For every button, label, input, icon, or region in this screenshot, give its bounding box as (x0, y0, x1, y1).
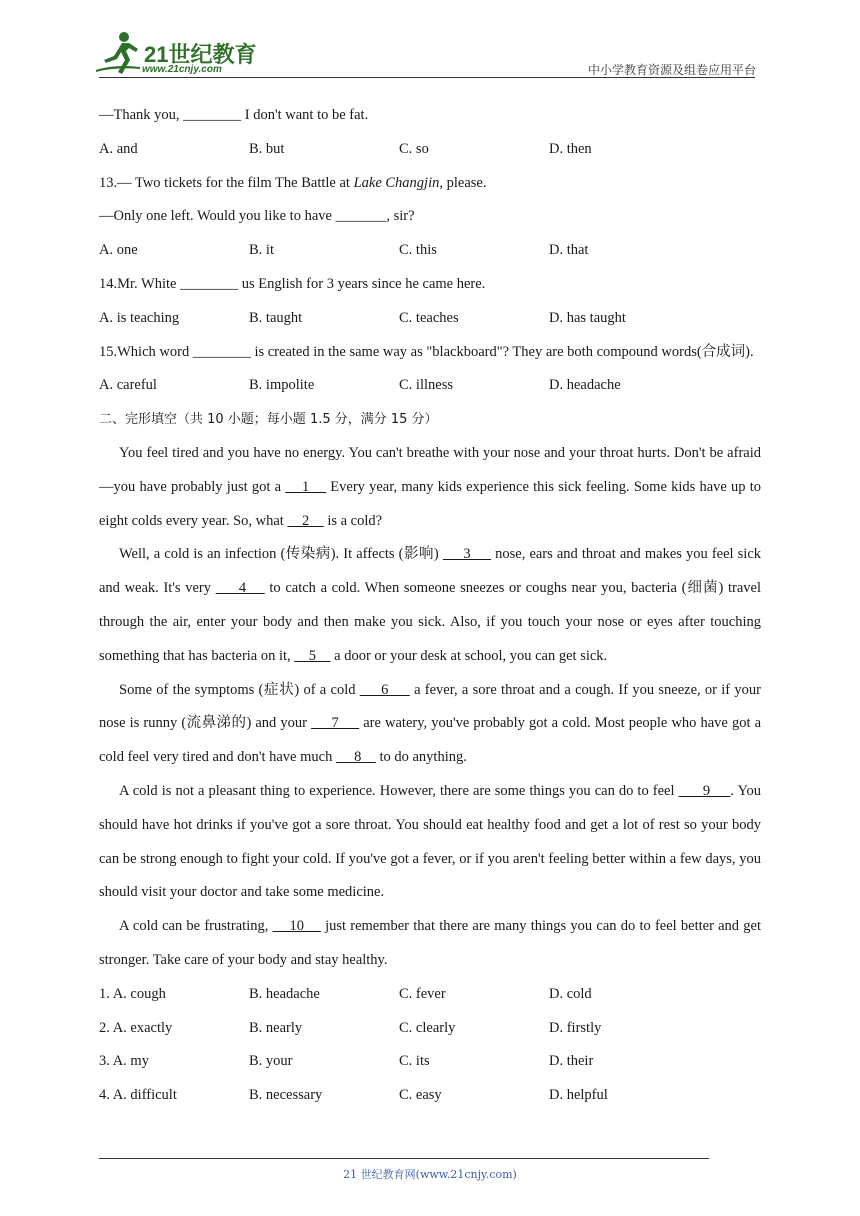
text-run: You feel tired and you have no energy. You can't breathe with your nose and your throat hurts. Don't be afraid—you have probably just got a (99, 444, 761, 495)
option: C. so (399, 140, 429, 157)
passage-paragraph-4 (99, 775, 761, 910)
option: C. this (399, 242, 437, 259)
page-footer: 21 世纪教育网(www.21cnjy.com) (343, 1168, 517, 1181)
blank-6: 6 (359, 681, 410, 698)
q14-options (99, 302, 761, 336)
page-header (0, 0, 860, 90)
text-run: is a cold? (323, 512, 383, 529)
option: B. impolite (249, 377, 315, 394)
option: D. that (549, 242, 589, 259)
option: C. teaches (399, 309, 459, 326)
option: B. but (249, 140, 285, 157)
logo-text: 21世纪教育 (144, 42, 257, 67)
answer-row-3 (99, 1045, 761, 1079)
blank-7: 7 (311, 715, 360, 732)
answer-row-1 (99, 978, 761, 1012)
q13-line2: —Only one left. Would you like to have _______, sir? (99, 208, 415, 225)
blank-1: 1 (285, 478, 327, 495)
option: 3. A. my (99, 1053, 149, 1070)
option: D. has taught (549, 309, 626, 326)
q13-line (99, 167, 761, 201)
option: C. clearly (399, 1019, 456, 1036)
text-run: Well, a cold is an infection (传染病). It affects (影响) (119, 546, 443, 563)
answer-row-4 (99, 1079, 761, 1113)
text-run: . You should have hot drinks if you've got a sore throat. You should eat healthy food and get a lot of rest so your body can be strong enough to fight your cold. If you've got a fever, or if you aren't feeling better within a few days, you should visit your doctor and take some medicine. (99, 782, 762, 901)
option: D. their (549, 1053, 594, 1070)
option: B. necessary (249, 1087, 323, 1104)
q15-text: 15.Which word ________ is created in the same way as "blackboard"? They are both compound words(合成词). (99, 343, 754, 360)
q15-options (99, 369, 761, 403)
option: C. illness (399, 377, 453, 394)
section-title: 二、完形填空（共 10 小题；每小题 1.5 分，满分 15 分） (99, 412, 438, 428)
option: C. its (399, 1053, 430, 1070)
option: C. fever (399, 985, 446, 1002)
site-logo (94, 30, 264, 80)
option: D. helpful (549, 1087, 608, 1104)
q12-options (99, 133, 761, 167)
option: A. and (99, 140, 138, 157)
option: 1. A. cough (99, 985, 166, 1002)
option: D. then (549, 140, 592, 157)
text-run: Every year, many kids experience this sick feeling. Some kids have up to eight colds every year. So, what (99, 478, 762, 529)
blank-8: 8 (335, 749, 376, 766)
text-run: Some of the symptoms (症状) of a cold (119, 681, 360, 698)
text-run: to catch a cold. When someone sneezes or coughs near you, bacteria (细菌) travel through the air, enter your body and then make you sick. Also, if you touch your nose or eyes after touching something that has bacteria on it, (99, 580, 762, 664)
passage-paragraph-1 (99, 437, 761, 538)
blank-3: 3 (442, 546, 492, 563)
blank-4: 4 (215, 580, 265, 597)
text-run: a fever, a sore throat and a cough. If you sneeze, or if your nose is runny (流鼻涕的) and your (99, 681, 761, 732)
q13-suffix: , please. (439, 174, 487, 191)
option: 4. A. difficult (99, 1087, 177, 1104)
option: A. one (99, 242, 138, 259)
option: D. cold (549, 985, 592, 1002)
text-run: nose, ears and throat and makes you feel sick and weak. It's very (99, 546, 762, 597)
option: B. nearly (249, 1019, 303, 1036)
option: A. is teaching (99, 309, 180, 326)
text-run: to do anything. (375, 749, 467, 766)
header-divider (99, 77, 755, 78)
logo-url: www.21cnjy.com (142, 64, 222, 75)
platform-name: 中小学教育资源及组卷应用平台 (587, 63, 756, 77)
passage-paragraph-3 (99, 674, 761, 775)
passage-paragraph-5 (99, 910, 761, 978)
text-run: just remember that there are many things you can do to feel better and get stronger. Take care of your body and stay healthy. (99, 918, 761, 968)
text-run: A cold is not a pleasant thing to experience. However, there are some things you can do to feel (119, 782, 679, 799)
option: B. headache (249, 985, 320, 1002)
option: B. your (249, 1053, 293, 1070)
text-run: A cold can be frustrating, (119, 918, 273, 935)
q14-line: 14.Mr. White ________ us English for 3 years since he came here. (99, 275, 486, 292)
blank-9: 9 (678, 782, 731, 799)
blank-5: 5 (294, 647, 331, 664)
answer-row-2 (99, 1012, 761, 1046)
option: B. it (249, 242, 274, 259)
option: B. taught (249, 309, 303, 326)
option: C. easy (399, 1087, 442, 1104)
footer-divider (99, 1158, 709, 1159)
blank-2: 2 (287, 512, 324, 529)
runner-logo-icon (94, 30, 144, 76)
option: A. careful (99, 377, 157, 394)
passage-paragraph-2 (99, 538, 761, 673)
q12-line: —Thank you, ________ I don't want to be fat. (99, 107, 369, 123)
q13-prefix: 13.— Two tickets for the film The Battle at (99, 174, 354, 191)
document-body (99, 99, 761, 1113)
option: D. firstly (549, 1019, 602, 1036)
option: 2. A. exactly (99, 1019, 173, 1036)
q13-options (99, 234, 761, 268)
blank-10: 10 (272, 918, 321, 935)
q13-italic: Lake Changjin (353, 174, 440, 191)
text-run: a door or your desk at school, you can get sick. (330, 647, 608, 664)
text-run: are watery, you've probably got a cold. Most people who have got a cold feel very tired and don't have much (99, 715, 762, 766)
option: D. headache (549, 377, 621, 394)
